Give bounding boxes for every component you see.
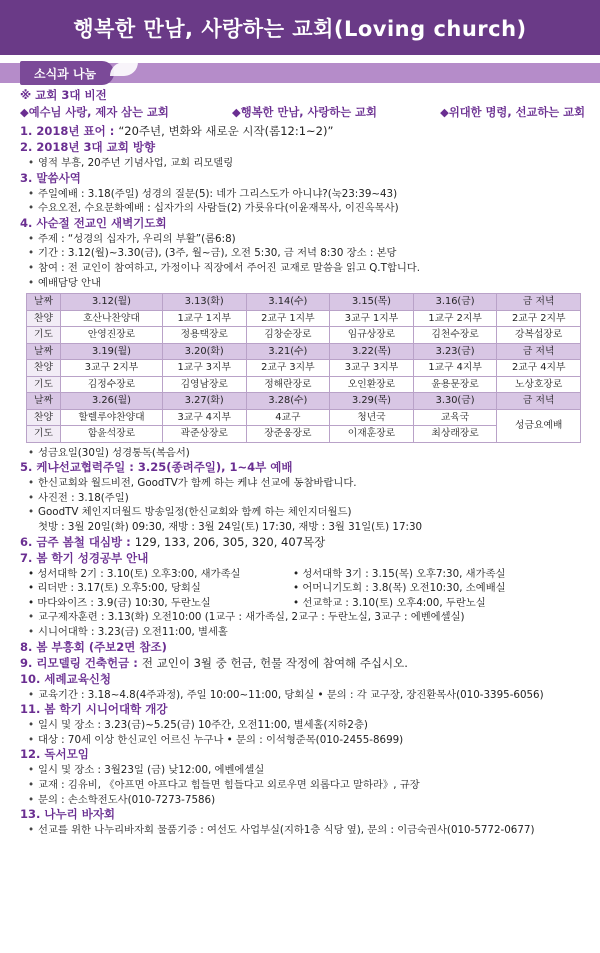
table-cell: 안영진장로 [61,327,163,344]
list-item: • 선교를 위한 나누리바자회 물품기증 : 여선도 사업부실(지하1층 식당 옆), 문의 : 이금숙권사(010-5772-0677) [28,824,535,837]
bullet-icon: • [28,567,35,580]
table-cell: 정해란장로 [246,376,330,393]
list-item: • 영적 부흥, 20주년 기념사업, 교회 리모델링 [28,157,234,169]
table-cell: 정용택장로 [162,327,246,344]
table-cell: 금 저녁 [497,294,581,311]
bullet-icon: • [28,824,35,837]
bullet-icon: • [28,276,35,289]
section-9: 9. 리모델링 건축헌금 : 전 교인이 3월 중 헌금, 헌물 작정에 참여해 주십시오. [20,655,408,670]
section-3-title: 3. 말씀사역 [20,170,81,185]
list-item: • 한신교회와 월드비전, GoodTV가 함께 하는 케냐 선교에 동참바랍니다. [28,477,357,490]
list-item: • 교구제자훈련 : 3.13(화) 오전10:00 (1교구 : 새가족실, 2교구 : 두란노실, 3교구 : 에벤에셀실) [28,611,465,624]
list-item: • 주일예배 : 3.18(주일) 성경의 질문(5): 네가 그리스도가 아니냐?(눅23:39~43) [28,187,398,200]
section-1-title: 1. 2018년 표어 : [20,124,119,138]
bullet-icon: • [28,719,35,732]
table-cell: 2교구 2지부 [497,310,581,327]
list-item: 첫방 : 3월 20일(화) 09:30, 재방 : 3월 24일(토) 17:30, 재방 : 3월 31일(토) 17:30 [38,521,423,534]
table-cell: 금 저녁 [497,343,581,360]
section-tag [20,61,114,85]
vision-item: ◆행복한 만남, 사랑하는 교회 [232,106,377,119]
section-6-title: 6. 금주 봄철 대심방 : [20,534,135,549]
table-cell: 최상래장로 [413,426,497,443]
list-item: • 참여 : 전 교인이 참여하고, 가정이나 직장에서 주어진 교재로 말씀을 읽고 Q.T합니다. [28,261,420,274]
bullet-icon: • [293,582,300,595]
table-cell: 청년국 [330,409,414,426]
bullet-icon: • [28,261,35,274]
table-cell: 오인환장로 [330,376,414,393]
bullet-icon: • [28,506,35,519]
section-2-title: 2. 2018년 3대 교회 방향 [20,140,156,154]
table-cell: 3.21(수) [246,343,330,360]
table-cell: 강복섭장로 [497,327,581,344]
bullet-icon: • [28,793,35,806]
table-cell: 3.12(월) [61,294,163,311]
bullet-icon: • [28,232,35,245]
section-4-title: 4. 사순절 전교인 새벽기도회 [20,215,167,230]
table-cell: 3.27(화) [162,393,246,410]
list-item: • 대상 : 70세 이상 한신교인 어르신 누구나 • 문의 : 이석형준목(010-2455-8699) [28,733,404,746]
bullet-icon: • [28,626,35,638]
table-cell: 3.22(목) [330,343,414,360]
section-13-title: 13. 나누리 바자회 [20,807,116,822]
section-10-title: 10. 세례교육신청 [20,671,112,686]
table-cell: 김정수장로 [61,376,163,393]
table-cell: 함윤석장로 [61,426,163,443]
table-cell: 찬양 [27,409,61,426]
vision-item: ◆예수님 사랑, 제자 삼는 교회 [20,106,169,119]
bullet-icon: • [28,202,35,215]
table-cell: 1교구 4지부 [413,360,497,377]
list-item: • 예배담당 안내 [28,276,101,289]
table-cell: 3.15(목) [330,294,414,311]
table-cell: 2교구 4지부 [497,360,581,377]
table-cell: 3.23(금) [413,343,497,360]
table-cell: 장준웅장로 [246,426,330,443]
bullet-icon: • [293,596,300,609]
section-tag-bar [0,63,600,83]
section-11-title: 11. 봄 학기 시니어대학 개강 [20,702,168,717]
bullet-icon: • [28,764,35,777]
bullet-icon: • [28,247,35,260]
table-cell: 1교구 2지부 [413,310,497,327]
section-1-text: “20주년, 변화와 새로운 시작(롬12:1~2)” [118,124,334,138]
bullet-icon: • [28,688,35,701]
table-cell: 찬양 [27,360,61,377]
table-row [27,327,581,344]
table-cell: 날짜 [27,294,61,311]
list-item: • 성서대학 2기 : 3.10(토) 오후3:00, 새가족실 • 성서대학 3기 : 3.15(목) 오후7:30, 새가족실 [28,567,506,580]
table-cell: 3교구 1지부 [330,310,414,327]
table-cell: 김창순장로 [246,327,330,344]
section-tag-label: 소식과 나눔 [34,66,97,81]
table-cell: 기도 [27,426,61,443]
table-cell: 3.29(목) [330,393,414,410]
table-cell: 교육국 [413,409,497,426]
bullet-icon: • [28,611,35,624]
news-content [20,88,585,838]
list-item: • 교육기간 : 3.18~4.8(4주과정), 주일 10:00~11:00, 당회실 • 문의 : 각 교구장, 장진환목사(010-3395-6056) [28,688,544,701]
table-cell: 4교구 [246,409,330,426]
vision-item: ◆위대한 명령, 선교하는 교회 [440,106,585,119]
table-cell: 날짜 [27,393,61,410]
table-cell: 날짜 [27,343,61,360]
list-item: • 일시 및 장소 : 3.23(금)~5.25(금) 10주간, 오전11:00, 별세홀(지하2층) [28,719,368,732]
table-cell: 기도 [27,327,61,344]
table-cell: 3교구 4지부 [162,409,246,426]
section-8-title: 8. 봄 부흥회 (주보2면 참조) [20,639,167,654]
table-cell: 김영남장로 [162,376,246,393]
bullet-icon: • [28,477,35,490]
table-cell: 윤용문장로 [413,376,497,393]
section-7-title: 7. 봄 학기 성경공부 안내 [20,550,149,565]
table-cell: 3.16(금) [413,294,497,311]
table-cell: 3.20(화) [162,343,246,360]
table-cell: 3.13(화) [162,294,246,311]
table-cell: 찬양 [27,310,61,327]
table-cell: 기도 [27,376,61,393]
table-cell: 1교구 3지부 [162,360,246,377]
list-item: • GoodTV 체인지더월드 방송일정(한신교회와 함께 하는 체인지더월드) [28,506,352,519]
table-cell: 3.30(금) [413,393,497,410]
table-row [27,360,581,377]
bullet-icon: • [28,778,35,791]
list-item: • 마다와이즈 : 3.9(금) 10:30, 두란노실 • 선교학교 : 3.10(토) 오후4:00, 두란노실 [28,596,486,609]
list-item: • 교재 : 김유비, 《아프면 아프다고 힘들면 힘들다고 외로우면 외롭다고 말하라》, 규장 [28,778,420,791]
table-cell: 3교구 2지부 [61,360,163,377]
table-cell: 3.28(수) [246,393,330,410]
bullet-icon: • [28,187,35,200]
list-item: • 기간 : 3.12(월)~3.30(금), (3주, 월~금), 오전 5:30, 금 저녁 8:30 장소 : 본당 [28,247,397,260]
list-item: • 수요오전, 수요문화예배 : 십자가의 사람들(2) 가룟유다(이윤재목사, 이진옥목사) [28,202,399,215]
vision-list [20,105,585,124]
table-cell: 노상호장로 [497,376,581,393]
table-row [27,310,581,327]
table-cell: 곽준상장로 [162,426,246,443]
list-item: • 리더반 : 3.17(토) 오후5:00, 당회실 • 어머니기도회 : 3.8(목) 오전10:30, 소예배실 [28,582,506,595]
table-cell: 김천수장로 [413,327,497,344]
table-cell: 3.19(월) [61,343,163,360]
page-title: 행복한 만남, 사랑하는 교회(Loving church) [73,16,527,41]
list-item: • 주제 : “성경의 십자가, 우리의 부활”(롬6:8) [28,232,236,245]
section-6: 6. 금주 봄철 대심방 : 129, 133, 206, 305, 320, 407목장 [20,534,326,549]
list-item: • 일시 및 장소 : 3월23일 (금) 낮12:00, 에벤에셀실 [28,764,265,777]
merged-cell: 성금요예배 [497,409,581,442]
table-cell: 2교구 1지부 [246,310,330,327]
bullet-icon: • [28,446,35,459]
bullet-icon: • [293,567,300,580]
list-item: • 사진전 : 3.18(주일) [28,491,129,504]
table-row [27,343,581,360]
table-row [27,393,581,410]
list-item: • 문의 : 손소학전도사(010-7273-7586) [28,793,216,806]
table-row [27,376,581,393]
section-12-title: 12. 독서모임 [20,747,89,762]
list-item: • 성금요일(30일) 성경통독(복음서) [28,446,190,459]
table-cell: 2교구 3지부 [246,360,330,377]
table-cell: 호산나찬양대 [61,310,163,327]
bullet-icon: • [28,491,35,504]
table-cell: 임규상장로 [330,327,414,344]
table-cell: 3.26(월) [61,393,163,410]
table-row [27,294,581,311]
bullet-icon: • [28,733,35,746]
bullet-icon: • [28,582,35,595]
table-cell: 금 저녁 [497,393,581,410]
section-5-title: 5. 케냐선교협력주일 : 3.25(종려주일), 1~4부 예배 [20,460,293,475]
table-cell: 3교구 3지부 [330,360,414,377]
schedule-table [26,293,581,443]
page-header [0,0,600,55]
section-1 [20,124,585,140]
vision-title: ※ 교회 3대 비전 [20,88,107,102]
table-cell: 3.14(수) [246,294,330,311]
list-item: • 시니어대학 : 3.23(금) 오전11:00, 별세홀 [28,626,228,638]
section-9-title: 9. 리모델링 건축헌금 : [20,655,142,670]
bullet-icon: • [28,157,35,169]
table-cell: 1교구 1지부 [162,310,246,327]
table-row [27,409,581,426]
bullet-icon: • [28,596,35,609]
table-cell: 이재훈장로 [330,426,414,443]
table-cell: 할렐루야찬양대 [61,409,163,426]
